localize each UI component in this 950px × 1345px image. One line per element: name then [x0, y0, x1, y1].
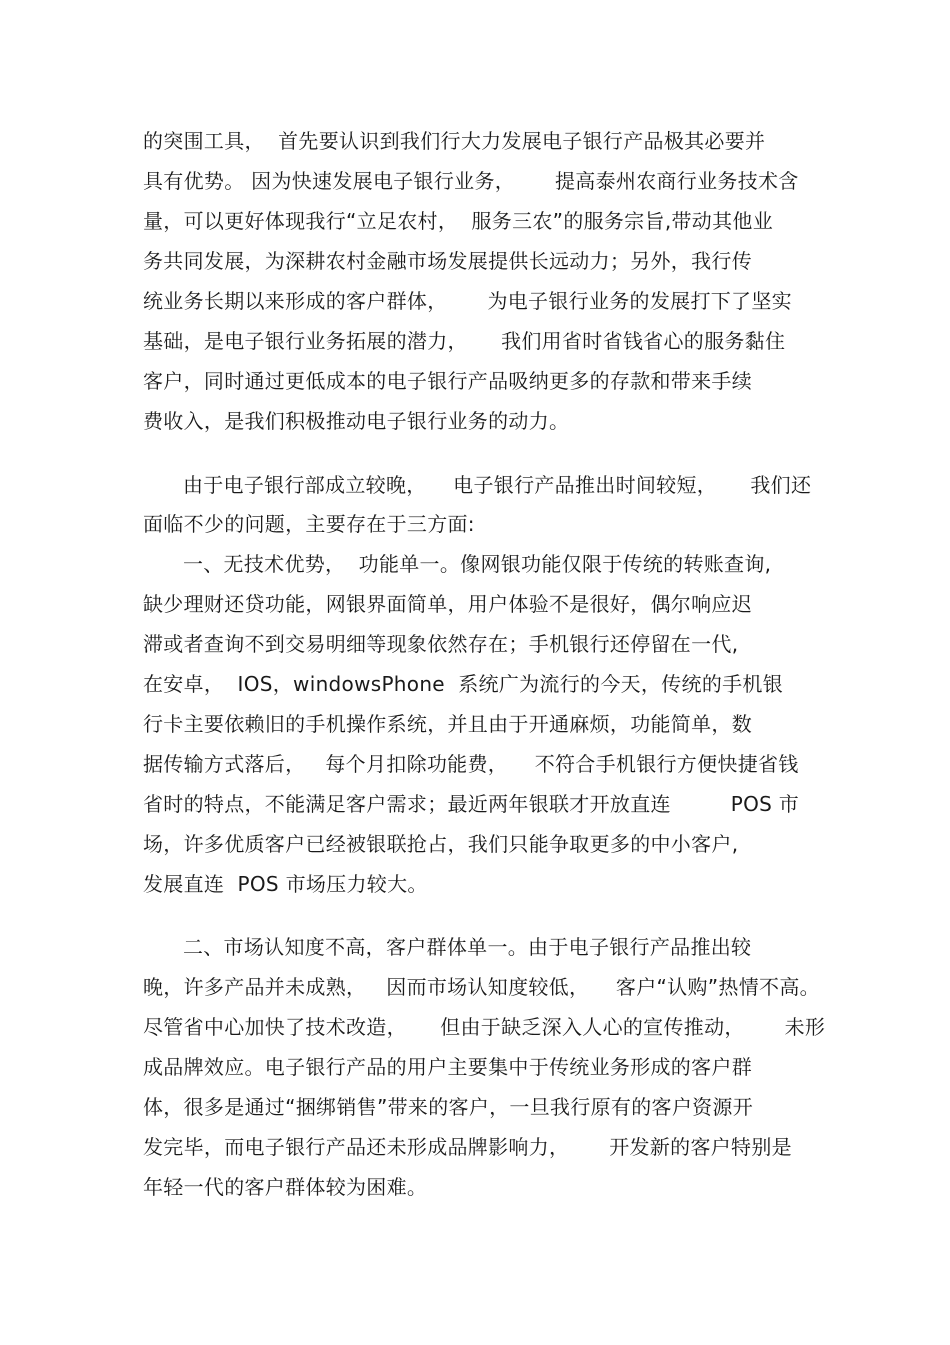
text-line: 由于电子银行部成立较晚， 电子银行产品推出时间较短， 我们还 [143, 473, 812, 497]
text-line: 行卡主要依赖旧的手机操作系统，并且由于开通麻烦，功能简单，数 [143, 712, 752, 736]
text-line: 省时的特点，不能满足客户需求；最近两年银联才开放直连 POS 市 [143, 792, 800, 816]
text-line: 二、市场认知度不高，客户群体单一。由于电子银行产品推出较 [143, 935, 752, 959]
text-line: 年轻一代的客户群体较为困难。 [143, 1175, 428, 1199]
text-line: 成品牌效应。电子银行产品的用户主要集中于传统业务形成的客户群 [143, 1055, 752, 1079]
text-line: 客户，同时通过更低成本的电子银行产品吸纳更多的存款和带来手续 [143, 369, 752, 393]
text-line: 缺少理财还贷功能，网银界面简单，用户体验不是很好，偶尔响应迟 [143, 592, 752, 616]
text-line: 面临不少的问题，主要存在于三方面: [143, 512, 475, 536]
text-line: 务共同发展，为深耕农村金融市场发展提供长远动力；另外，我行传 [143, 249, 752, 273]
text-line: 一、无技术优势， 功能单一。像网银功能仅限于传统的转账查询, [143, 552, 772, 576]
text-line: 费收入，是我们积极推动电子银行业务的动力。 [143, 409, 570, 433]
text-line: 场，许多优质客户已经被银联抢占，我们只能争取更多的中小客户, [143, 832, 739, 856]
text-line: 晚，许多产品并未成熟， 因而市场认知度较低， 客户“认购”热情不高。 [143, 975, 820, 999]
text-line: 具有优势。 因为快速发展电子银行业务， 提高泰州农商行业务技术含 [143, 169, 799, 193]
text-line: 的突围工具， 首先要认识到我们行大力发展电子银行产品极其必要并 [143, 129, 766, 153]
text-line: 基础，是电子银行业务拓展的潜力， 我们用省时省钱省心的服务黏住 [143, 329, 786, 353]
text-line: 在安卓， IOS，windowsPhone 系统广为流行的今天，传统的手机银 [143, 672, 784, 696]
text-line: 尽管省中心加快了技术改造， 但由于缺乏深入人心的宣传推动， 未形 [143, 1015, 826, 1039]
text-line: 发展直连 POS 市场压力较大。 [143, 872, 428, 896]
text-line: 据传输方式落后， 每个月扣除功能费， 不符合手机银行方便快捷省钱 [143, 752, 799, 776]
text-line: 滞或者查询不到交易明细等现象依然存在；手机银行还停留在一代, [143, 632, 739, 656]
text-line: 体，很多是通过“捆绑销售”带来的客户，一旦我行原有的客户资源开 [143, 1095, 754, 1119]
text-line: 发完毕，而电子银行产品还未形成品牌影响力， 开发新的客户特别是 [143, 1135, 792, 1159]
text-line: 量，可以更好体现我行“立足农村， 服务三农”的服务宗旨,带动其他业 [143, 209, 773, 233]
text-line: 统业务长期以来形成的客户群体， 为电子银行业务的发展打下了坚实 [143, 289, 792, 313]
